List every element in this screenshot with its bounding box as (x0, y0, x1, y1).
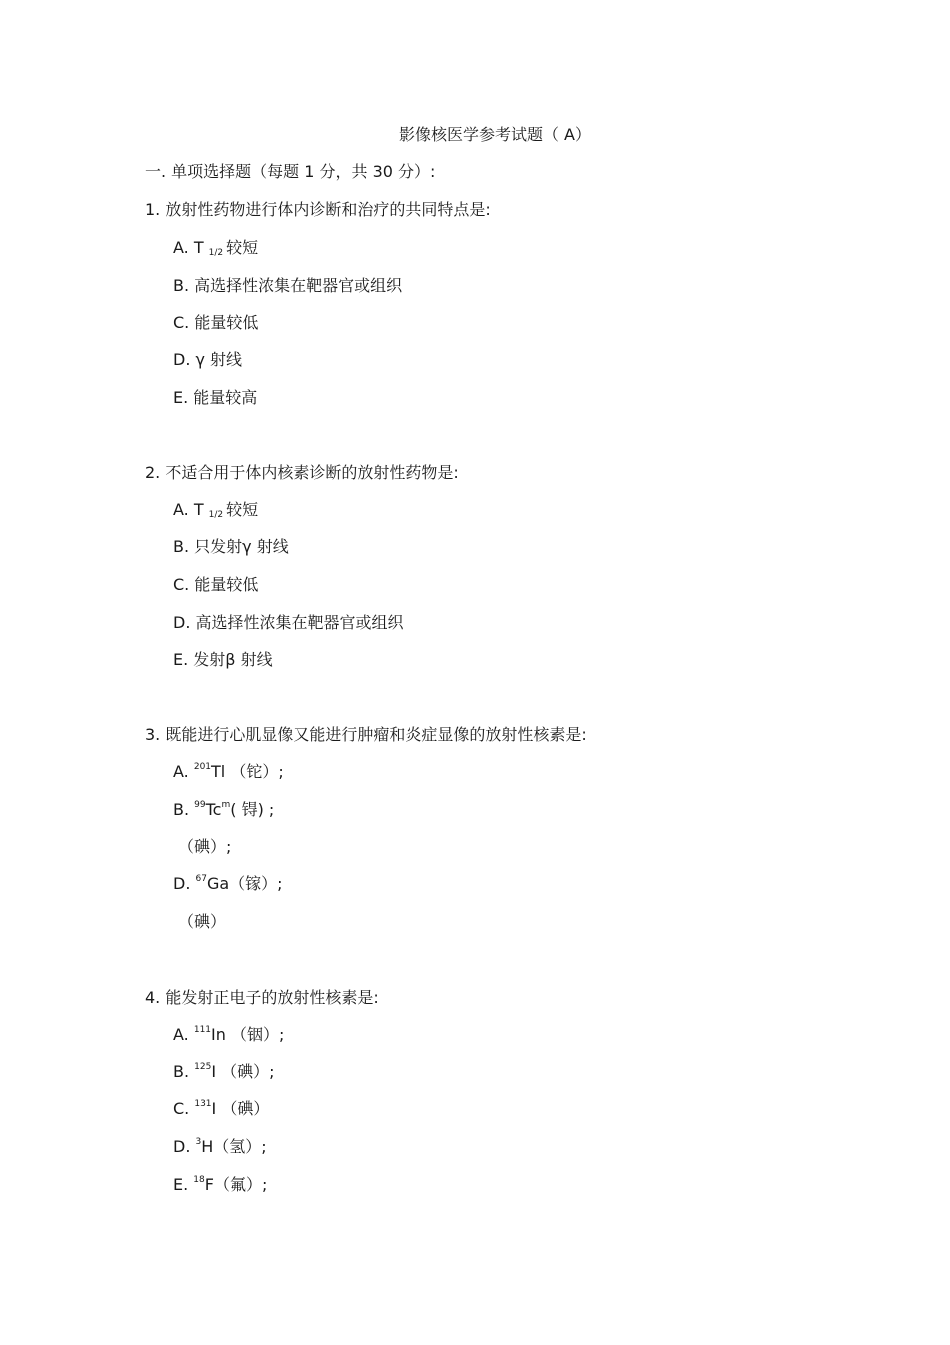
mass-number: 67 (195, 874, 207, 884)
element-symbol: Ga (206, 874, 230, 893)
option-label: D. (173, 1137, 191, 1156)
question-3-option-e: （碘） (178, 912, 227, 931)
mass-number: 125 (194, 1062, 212, 1072)
question-4-option-a (173, 1025, 284, 1045)
element-symbol: Tc (205, 800, 222, 819)
option-label: D. (173, 874, 191, 893)
element-name: ( 锝) ; (230, 800, 275, 819)
question-4-option-d (173, 1137, 267, 1157)
page-title: 影像核医学参考试题（ A） (398, 125, 592, 144)
question-2-option-d: D. 高选择性浓集在靶器官或组织 (173, 613, 404, 632)
question-3-option-c: （碘）; (178, 837, 232, 856)
element-symbol: I (211, 1062, 217, 1081)
section-heading: 一. 单项选择题（每题 1 分，共 30 分）: (145, 162, 436, 181)
question-1-option-d: D. γ 射线 (173, 350, 243, 369)
question-1-option-a (173, 238, 258, 258)
option-label: A. T (173, 500, 204, 519)
option-label: A. (173, 1025, 189, 1044)
option-label: B. (173, 1062, 190, 1081)
question-4-option-c (173, 1099, 269, 1119)
element-name: （碘）; (221, 1062, 275, 1081)
mass-number: 99 (194, 800, 206, 810)
half-life-subscript: 1/2 (208, 510, 224, 520)
question-4-stem: 4. 能发射正电子的放射性核素是: (145, 988, 379, 1007)
question-3-stem: 3. 既能进行心肌显像又能进行肿瘤和炎症显像的放射性核素是: (145, 725, 587, 744)
option-label: A. T (173, 238, 204, 257)
element-symbol: I (211, 1099, 217, 1118)
question-3-option-b (173, 800, 274, 820)
question-1-option-e: E. 能量较高 (173, 388, 258, 407)
element-symbol: H (201, 1137, 214, 1156)
mass-number: 201 (193, 762, 212, 772)
question-2-option-b: B. 只发射γ 射线 (173, 537, 289, 556)
element-name: （铊）; (230, 762, 284, 781)
mass-number: 3 (195, 1137, 202, 1147)
question-4-option-b (173, 1062, 275, 1082)
question-1-option-b: B. 高选择性浓集在靶器官或组织 (173, 276, 403, 295)
question-4-option-e (173, 1175, 267, 1195)
question-2-stem: 2. 不适合用于体内核素诊断的放射性药物是: (145, 463, 459, 482)
question-2-option-e: E. 发射β 射线 (173, 650, 273, 669)
metastable-marker: m (221, 800, 231, 810)
question-3-option-d (173, 874, 283, 894)
element-name: （氟）; (213, 1175, 268, 1194)
element-name: （碘） (221, 1099, 270, 1118)
mass-number: 18 (193, 1175, 205, 1185)
option-label: C. (173, 1099, 190, 1118)
mass-number: 111 (193, 1025, 212, 1035)
half-life-subscript: 1/2 (208, 248, 224, 258)
question-1-stem: 1. 放射性药物进行体内诊断和治疗的共同特点是: (145, 200, 491, 219)
element-symbol: In (211, 1025, 226, 1044)
element-symbol: F (204, 1175, 214, 1194)
option-label: E. (173, 1175, 189, 1194)
option-text: 较短 (226, 500, 259, 519)
element-symbol: Tl (211, 762, 226, 781)
element-name: （氢）; (213, 1137, 267, 1156)
option-label: B. (173, 800, 190, 819)
option-label: A. (173, 762, 189, 781)
element-name: （镓）; (229, 874, 283, 893)
question-2-option-c: C. 能量较低 (173, 575, 259, 594)
element-name: （铟）; (230, 1025, 285, 1044)
question-1-option-c: C. 能量较低 (173, 313, 259, 332)
question-3-option-a (173, 762, 284, 782)
question-2-option-a (173, 500, 258, 520)
option-text: 较短 (226, 238, 259, 257)
mass-number: 131 (194, 1099, 212, 1109)
